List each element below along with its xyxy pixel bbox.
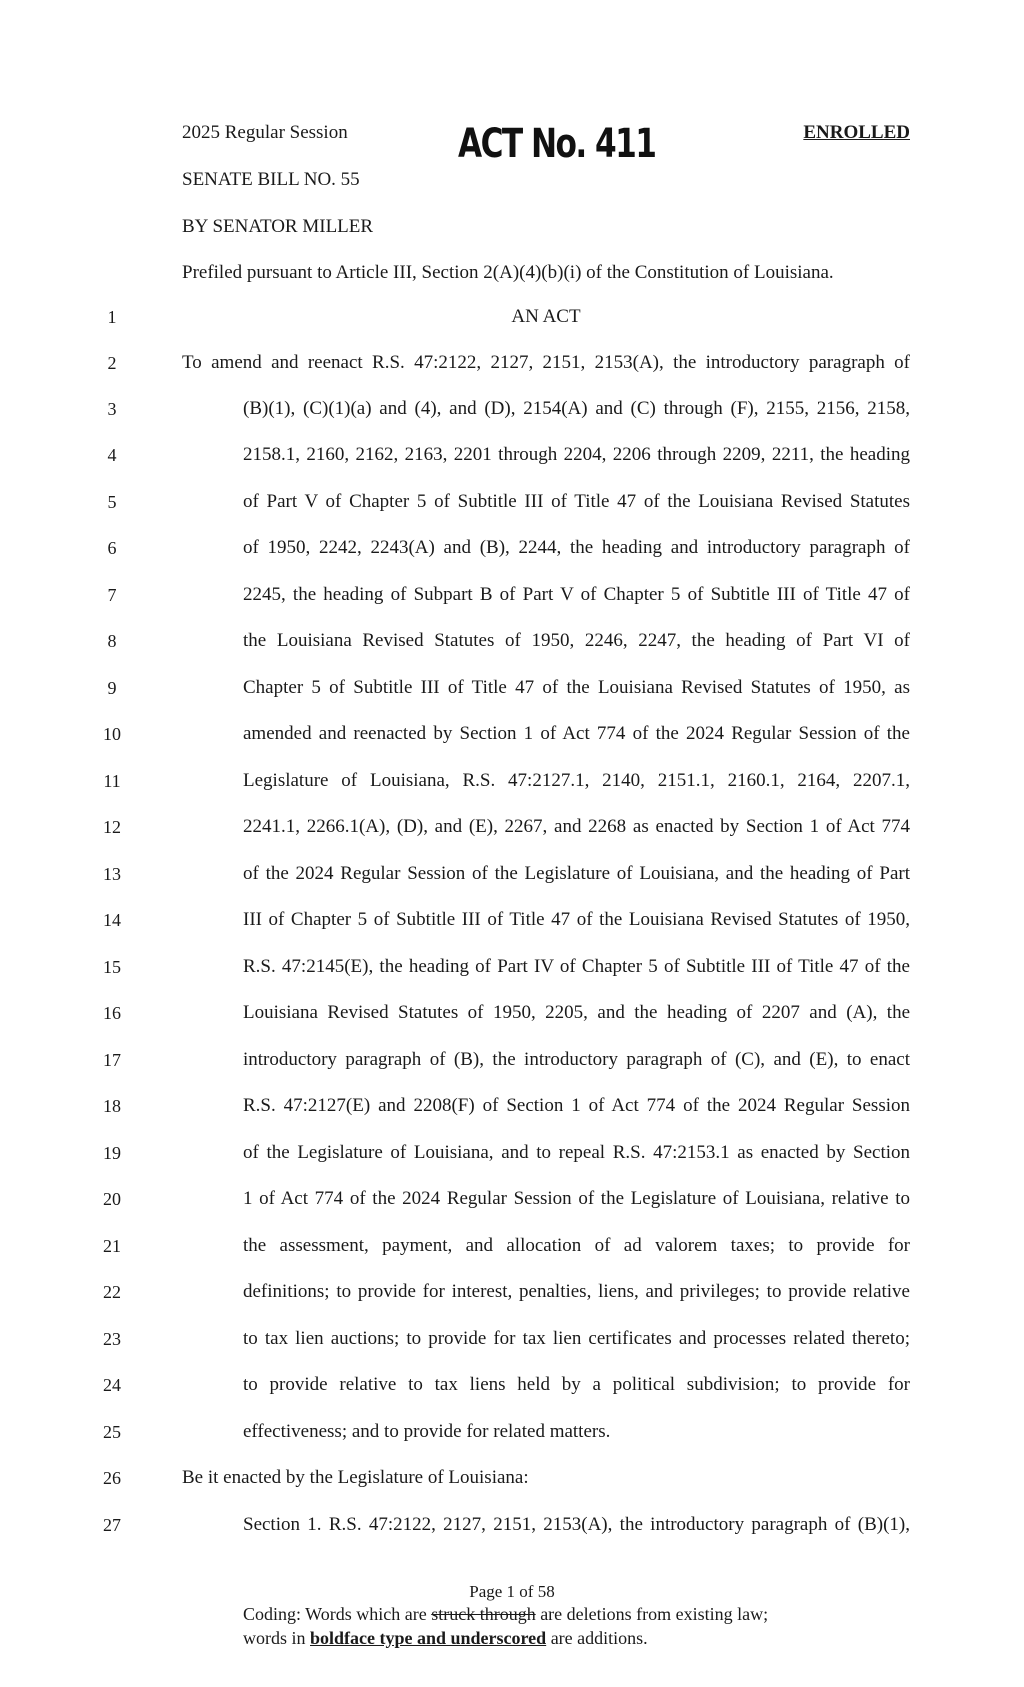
line-text: of 1950, 2242, 2243(A) and (B), 2244, the heading and introductory paragraph of	[243, 537, 910, 558]
bill-line	[0, 1235, 1024, 1265]
line-text: (B)(1), (C)(1)(a) and (4), and (D), 2154(A) and (C) through (F), 2155, 2156, 2158,	[243, 398, 910, 419]
line-number: 21	[103, 1236, 121, 1256]
bill-line	[0, 1095, 1024, 1125]
bill-line	[0, 352, 1024, 382]
line-text: of Part V of Chapter 5 of Subtitle III of Title 47 of the Louisiana Revised Statutes	[243, 491, 910, 512]
page-number: Page 1 of 58	[469, 1582, 555, 1601]
coding-prefix: Coding: Words which are	[243, 1604, 427, 1624]
bill-line	[0, 677, 1024, 707]
bill-line	[0, 491, 1024, 521]
line-number: 9	[107, 678, 117, 698]
bill-line	[0, 1002, 1024, 1032]
enrolled-status: ENROLLED	[803, 122, 910, 143]
coding-suffix: are additions.	[550, 1628, 648, 1648]
session-label: 2025 Regular Session	[182, 122, 348, 143]
line-number: 16	[103, 1003, 121, 1023]
line-text: R.S. 47:2145(E), the heading of Part IV of Chapter 5 of Subtitle III of Title 47 of the	[243, 956, 910, 977]
line-number: 6	[107, 538, 117, 558]
boldface-underscored-sample: boldface type and underscored	[310, 1628, 547, 1648]
line-number: 19	[103, 1143, 121, 1163]
bill-line	[0, 909, 1024, 939]
line-number: 20	[103, 1189, 121, 1209]
line-number: 25	[103, 1422, 121, 1442]
coding-note-line-1	[243, 1603, 768, 1625]
bill-line	[0, 1374, 1024, 1404]
line-number: 4	[107, 445, 117, 465]
bill-line	[0, 1281, 1024, 1311]
line-number: 26	[103, 1468, 121, 1488]
coding-words-in: words in	[243, 1628, 306, 1648]
line-number: 13	[103, 864, 121, 884]
bill-line	[0, 1467, 1024, 1497]
line-text: to provide relative to tax liens held by a political subdivision; to provide for	[243, 1374, 910, 1395]
line-number: 3	[107, 399, 117, 419]
line-number: 27	[103, 1515, 121, 1535]
act-number-stamp: ACT No. 411	[458, 121, 656, 167]
line-text: 2245, the heading of Subpart B of Part V of Chapter 5 of Subtitle III of Title 47 of	[243, 584, 910, 605]
line-text: 2241.1, 2266.1(A), (D), and (E), 2267, and 2268 as enacted by Section 1 of Act 774	[243, 816, 910, 837]
line-number: 24	[103, 1375, 121, 1395]
line-text: 1 of Act 774 of the 2024 Regular Session of the Legislature of Louisiana, relative to	[243, 1188, 910, 1209]
bill-line	[0, 444, 1024, 474]
bill-number: SENATE BILL NO. 55	[182, 169, 360, 190]
line-text: To amend and reenact R.S. 47:2122, 2127, 2151, 2153(A), the introductory paragraph of	[182, 352, 910, 373]
line-text: R.S. 47:2127(E) and 2208(F) of Section 1 of Act 774 of the 2024 Regular Session	[243, 1095, 910, 1116]
coding-mid: are deletions from existing law;	[540, 1604, 769, 1624]
bill-line	[0, 1049, 1024, 1079]
line-text: the assessment, payment, and allocation of ad valorem taxes; to provide for	[243, 1235, 910, 1256]
bill-line	[0, 816, 1024, 846]
enacting-clause: Be it enacted by the Legislature of Louisiana:	[182, 1467, 529, 1488]
bill-line	[0, 630, 1024, 660]
line-number: 22	[103, 1282, 121, 1302]
coding-note-line-2	[243, 1627, 648, 1649]
line-number: 23	[103, 1329, 121, 1349]
bill-line	[0, 306, 1024, 336]
line-text: Section 1. R.S. 47:2122, 2127, 2151, 2153(A), the introductory paragraph of (B)(1),	[243, 1514, 910, 1535]
line-number: 10	[103, 724, 121, 744]
line-text: definitions; to provide for interest, penalties, liens, and privileges; to provide relative	[243, 1281, 910, 1302]
bill-line	[0, 723, 1024, 753]
bill-line	[0, 1328, 1024, 1358]
bill-line	[0, 1421, 1024, 1451]
line-text: amended and reenacted by Section 1 of Act 774 of the 2024 Regular Session of the	[243, 723, 910, 744]
bill-line	[0, 956, 1024, 986]
struck-through-sample: struck through	[431, 1604, 536, 1624]
bill-line	[0, 863, 1024, 893]
bill-line	[0, 398, 1024, 428]
bill-line	[0, 1188, 1024, 1218]
line-text: of the 2024 Regular Session of the Legislature of Louisiana, and the heading of Part	[243, 863, 910, 884]
bill-line	[0, 537, 1024, 567]
line-text: 2158.1, 2160, 2162, 2163, 2201 through 2204, 2206 through 2209, 2211, the heading	[243, 444, 910, 465]
line-text: to tax lien auctions; to provide for tax lien certificates and processes related thereto;	[243, 1328, 910, 1349]
line-text: effectiveness; and to provide for related matters.	[243, 1421, 611, 1442]
bill-line	[0, 1514, 1024, 1544]
line-number: 8	[107, 631, 117, 651]
line-text: of the Legislature of Louisiana, and to repeal R.S. 47:2153.1 as enacted by Section	[243, 1142, 910, 1163]
bill-line	[0, 584, 1024, 614]
line-number: 5	[107, 492, 117, 512]
line-number: 7	[107, 585, 117, 605]
bill-line	[0, 770, 1024, 800]
line-number: 11	[103, 771, 121, 791]
line-text: Louisiana Revised Statutes of 1950, 2205, and the heading of 2207 and (A), the	[243, 1002, 910, 1023]
line-number: 18	[103, 1096, 121, 1116]
line-text: III of Chapter 5 of Subtitle III of Title 47 of the Louisiana Revised Statutes of 1950,	[243, 909, 910, 930]
line-text: the Louisiana Revised Statutes of 1950, 2246, 2247, the heading of Part VI of	[243, 630, 910, 651]
bill-line	[0, 1142, 1024, 1172]
line-text: Legislature of Louisiana, R.S. 47:2127.1, 2140, 2151.1, 2160.1, 2164, 2207.1,	[243, 770, 910, 791]
line-text: Chapter 5 of Subtitle III of Title 47 of the Louisiana Revised Statutes of 1950, as	[243, 677, 910, 698]
line-number: 14	[103, 910, 121, 930]
line-number: 15	[103, 957, 121, 977]
line-number: 12	[103, 817, 121, 837]
line-text: introductory paragraph of (B), the introductory paragraph of (C), and (E), to enact	[243, 1049, 910, 1070]
prefiled-note: Prefiled pursuant to Article III, Section 2(A)(4)(b)(i) of the Constitution of Louisiana.	[182, 262, 834, 283]
line-number: 1	[107, 307, 117, 327]
line-number: 2	[107, 353, 117, 373]
bill-author: BY SENATOR MILLER	[182, 216, 374, 237]
act-heading: AN ACT	[511, 306, 581, 327]
line-number: 17	[103, 1050, 121, 1070]
